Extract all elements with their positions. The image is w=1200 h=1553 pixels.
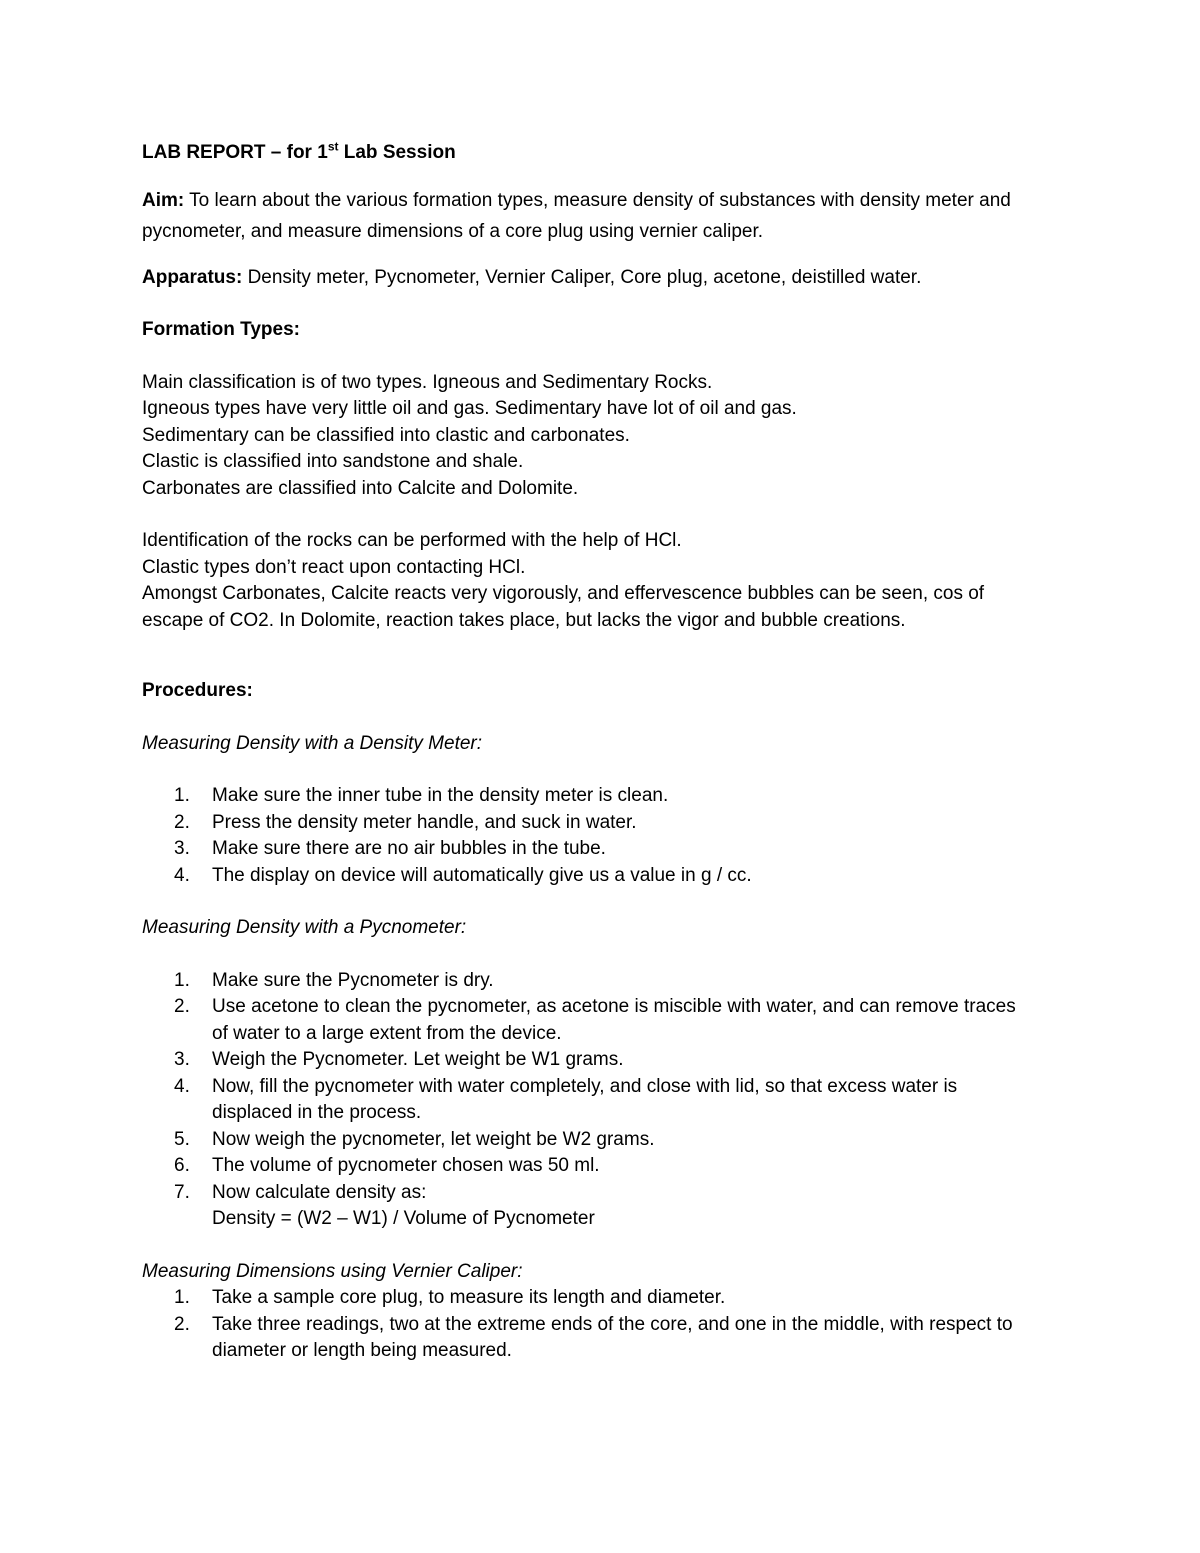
list-item: 7. Now calculate density as: Density = (W2 – W1) / Volume of Pycnometer: [174, 1181, 595, 1229]
vernier-title: Measuring Dimensions using Vernier Caliper:: [142, 1260, 523, 1282]
pycnometer-steps: [142, 968, 1062, 1233]
list-item: 4. Now, fill the pycnometer with water completely, and close with lid, so that excess water is displaced in the process.: [174, 1075, 958, 1123]
list-item: 3. Weigh the Pycnometer. Let weight be W1 grams.: [174, 1049, 624, 1070]
formation-line: Clastic is classified into sandstone and shale.: [142, 451, 524, 472]
apparatus-text: Density meter, Pycnometer, Vernier Caliper, Core plug, acetone, deistilled water.: [242, 266, 922, 288]
aim-label: Aim:: [142, 189, 185, 211]
formation-line: Carbonates are classified into Calcite and Dolomite.: [142, 477, 579, 499]
list-item: 1. Make sure the Pycnometer is dry.: [174, 969, 494, 991]
formation-heading: Formation Types:: [142, 319, 300, 340]
identification-line: Amongst Carbonates, Calcite reacts very vigorously, and effervescence bubbles can be seen, cos of: [142, 583, 985, 604]
aim-text: To learn about the various formation types, measure density of substances with density meter and pycnometer, and measure dimensions of a core plug using vernier caliper.: [142, 189, 1011, 242]
identification-line: escape of CO2. In Dolomite, reaction takes place, but lacks the vigor and bubble creations.: [142, 609, 906, 631]
density-meter-title: Measuring Density with a Density Meter:: [142, 732, 483, 754]
list-item: 6. The volume of pycnometer chosen was 50 ml.: [174, 1155, 600, 1176]
apparatus-label: Apparatus:: [142, 266, 243, 288]
document-page: [142, 140, 1062, 1365]
vernier-steps: [142, 1285, 1062, 1365]
list-item: 2. Use acetone to clean the pycnometer, as acetone is miscible with water, and can remove traces of water to a large extent from the device.: [174, 996, 1016, 1044]
list-item: 2. Take three readings, two at the extreme ends of the core, and one in the middle, with respect to diameter or length being measured.: [174, 1313, 1013, 1361]
density-formula: Density = (W2 – W1) / Volume of Pycnometer: [212, 1208, 595, 1229]
rock-identification: [142, 528, 1062, 634]
pycnometer-title: Measuring Density with a Pycnometer:: [142, 917, 467, 938]
identification-line: Clastic types don’t react upon contacting HCl.: [142, 556, 526, 578]
list-item: 1. Make sure the inner tube in the density meter is clean.: [174, 785, 669, 806]
aim-paragraph: [142, 185, 1057, 247]
formation-line: Main classification is of two types. Igneous and Sedimentary Rocks.: [142, 371, 713, 393]
identification-line: Identification of the rocks can be performed with the help of HCl.: [142, 530, 682, 551]
formation-line: Sedimentary can be classified into clastic and carbonates.: [142, 424, 630, 446]
apparatus-paragraph: [142, 265, 1062, 292]
list-item: 3. Make sure there are no air bubbles in the tube.: [174, 838, 606, 859]
report-title: LAB REPORT – for 1st Lab Session: [142, 139, 456, 163]
procedures-heading: Procedures:: [142, 680, 253, 701]
formation-line: Igneous types have very little oil and gas. Sedimentary have lot of oil and gas.: [142, 398, 797, 419]
list-item: 1. Take a sample core plug, to measure its length and diameter.: [174, 1287, 726, 1308]
list-item: 2. Press the density meter handle, and suck in water.: [174, 811, 637, 833]
list-item: 4. The display on device will automatically give us a value in g / cc.: [174, 864, 752, 886]
list-item: 5. Now weigh the pycnometer, let weight be W2 grams.: [174, 1128, 655, 1150]
density-meter-steps: [142, 783, 1062, 889]
formation-classification: [142, 370, 1062, 503]
